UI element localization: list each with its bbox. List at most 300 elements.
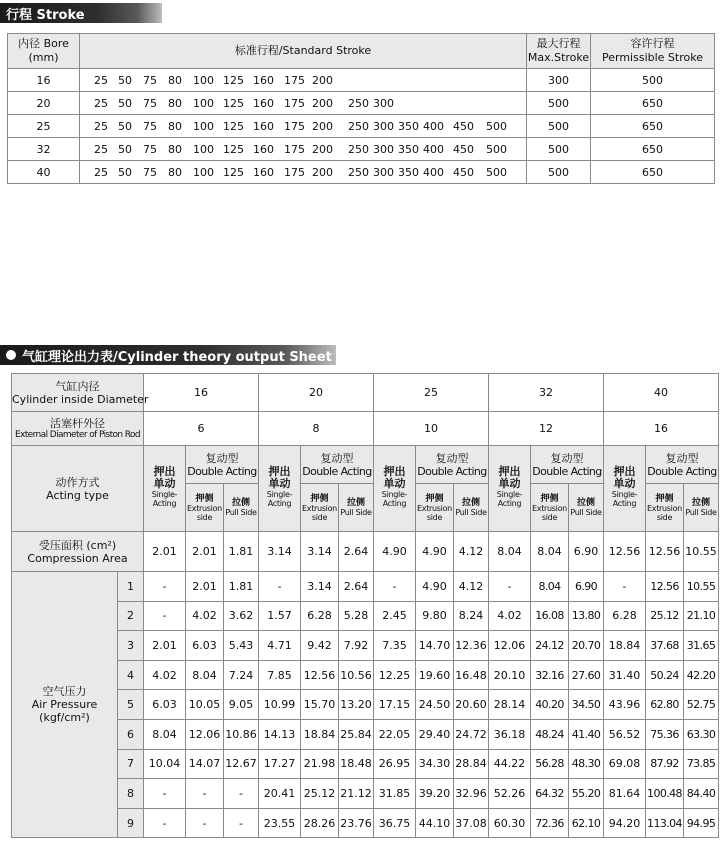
extrusion-side-header [301,484,339,532]
output-force-value: 32.16 [531,660,569,690]
output-force-value: 37.08 [454,808,489,838]
output-force-value: 6.28 [604,601,646,631]
stroke-value: 500 [486,165,507,179]
output-force-value: 18.48 [339,749,374,779]
single-acting-header [374,446,416,532]
stroke-section-title: 行程 Stroke [6,7,85,23]
bore-value: 20 [259,374,374,412]
stroke-row [8,69,715,92]
stroke-value: 75 [143,165,157,179]
pressure-row [12,690,719,720]
stroke-row [8,115,715,138]
rod-row [12,412,719,446]
output-force-value: 5.28 [339,601,374,631]
max-stroke-cell: 500 [527,92,591,115]
permissible-stroke-cell: 650 [591,92,715,115]
pressure-value: 1 [118,572,144,602]
double-acting-header [416,446,489,484]
stroke-value: 500 [486,119,507,133]
output-force-value: 62.80 [646,690,684,720]
output-force-value: 56.52 [604,719,646,749]
max-stroke-header-cn: 最大行程 [536,37,581,50]
output-force-value: 13.20 [339,690,374,720]
stroke-value: 80 [168,165,182,179]
double-acting-en: Double Acting [647,464,717,478]
stroke-value: 350 [398,142,419,156]
pull-side-header [454,484,489,532]
stroke-value: 250 [348,142,369,156]
max-stroke-cell: 500 [527,115,591,138]
output-force-value: - [186,779,224,809]
extrusion-side-cn: 押侧 [655,493,674,504]
double-acting-header [186,446,259,484]
output-force-value: 2.01 [144,631,186,661]
stroke-value: 100 [193,165,214,179]
stroke-value: 80 [168,73,182,87]
output-force-value: - [374,572,416,602]
extrusion-side-en: Extrusion side [302,503,337,522]
double-acting-cn: 复动型 [320,451,354,465]
stroke-value: 125 [223,165,244,179]
output-force-value: 4.02 [144,660,186,690]
output-force-value: 16.48 [454,660,489,690]
single-acting-header [259,446,301,532]
output-force-value: 10.99 [259,690,301,720]
output-force-value: 28.14 [489,690,531,720]
extrusion-side-en: Extrusion side [417,503,452,522]
double-acting-en: Double Acting [302,464,372,478]
pressure-value: 5 [118,690,144,720]
output-force-value: 20.70 [569,631,604,661]
output-force-value: 4.71 [259,631,301,661]
rod-value: 10 [374,412,489,446]
max-stroke-cell: 500 [527,138,591,161]
output-force-value: 37.68 [646,631,684,661]
single-acting-cn: 押出单动 [268,465,291,490]
output-force-value: 4.02 [489,601,531,631]
output-force-value: 31.40 [604,660,646,690]
output-force-value: 23.76 [339,808,374,838]
extrusion-side-header [531,484,569,532]
area-value: 2.01 [144,532,186,572]
stroke-value: 50 [118,142,132,156]
single-acting-header [489,446,531,532]
air-pressure-label [12,572,118,838]
output-force-value: - [144,779,186,809]
stroke-value: 160 [253,73,274,87]
output-force-value: 44.22 [489,749,531,779]
pressure-value: 7 [118,749,144,779]
bore-label [12,374,149,412]
output-force-value: 69.08 [604,749,646,779]
standard-stroke-header: 标准行程/Standard Stroke [80,34,527,69]
output-force-value: 40.20 [531,690,569,720]
output-force-value: 10.05 [186,690,224,720]
output-force-value: 31.85 [374,779,416,809]
rod-label [12,412,144,446]
output-force-value: 44.10 [416,808,454,838]
bore-value: 16 [144,374,259,412]
output-force-value: 32.96 [454,779,489,809]
output-force-value: - [144,808,186,838]
stroke-row [8,92,715,115]
max-stroke-header-en: Max.Stroke [527,51,590,64]
single-acting-header [144,446,186,532]
stroke-value: 100 [193,119,214,133]
stroke-value: 450 [453,142,474,156]
output-force-value: 21.98 [301,749,339,779]
output-force-value: 8.24 [454,601,489,631]
output-force-value: 10.04 [144,749,186,779]
area-value: 1.81 [224,532,259,572]
stroke-value: 25 [94,73,108,87]
extrusion-side-cn: 押侧 [425,493,444,504]
output-force-value: - [489,572,531,602]
double-acting-cn: 复动型 [205,451,239,465]
pull-side-header [339,484,374,532]
pressure-row [12,808,719,838]
output-force-value: - [144,572,186,602]
output-force-value: 19.60 [416,660,454,690]
output-force-value: 25.12 [301,779,339,809]
output-force-value: 36.18 [489,719,531,749]
pull-side-cn: 拉侧 [576,498,595,508]
output-force-value: - [144,601,186,631]
output-section-title: 气缸理论出力表/Cylinder theory output Sheet [22,349,332,365]
permissible-stroke-cell: 500 [591,69,715,92]
extrusion-side-header [646,484,684,532]
area-value: 10.55 [684,532,719,572]
output-force-value: 6.28 [301,601,339,631]
stroke-value: 175 [284,119,305,133]
output-force-value: - [224,808,259,838]
double-acting-header [301,446,374,484]
output-force-value: 3.14 [301,572,339,602]
permissible-stroke-header-cn: 容许行程 [630,37,675,50]
pull-side-en: Pull Side [455,508,487,517]
stroke-value: 160 [253,165,274,179]
output-force-value: 4.90 [416,572,454,602]
output-force-value: 24.12 [531,631,569,661]
output-force-value: 7.85 [259,660,301,690]
output-force-value: 17.27 [259,749,301,779]
output-force-value: 52.75 [684,690,719,720]
stroke-value: 400 [423,142,444,156]
output-force-value: 5.43 [224,631,259,661]
area-value: 4.12 [454,532,489,572]
bore-cell: 40 [8,161,80,184]
area-value: 8.04 [489,532,531,572]
acting-type-cn: 动作方式 [55,475,100,489]
output-force-value: 17.15 [374,690,416,720]
output-force-value: 75.36 [646,719,684,749]
stroke-value: 175 [284,165,305,179]
single-acting-en: Single-Acting [151,490,178,508]
standard-strokes-cell [80,161,527,184]
output-force-value: 9.05 [224,690,259,720]
output-force-value: 9.80 [416,601,454,631]
output-force-value: 6.90 [569,572,604,602]
output-force-value: 50.24 [646,660,684,690]
output-force-value: - [186,808,224,838]
stroke-value: 125 [223,73,244,87]
max-stroke-cell: 500 [527,161,591,184]
output-force-value: 2.64 [339,572,374,602]
output-force-value: 31.65 [684,631,719,661]
stroke-value: 300 [373,119,394,133]
output-force-value: 16.08 [531,601,569,631]
output-section-header [0,345,336,365]
output-force-value: 36.75 [374,808,416,838]
extrusion-side-cn: 押侧 [195,493,214,504]
output-force-value: 43.96 [604,690,646,720]
output-force-value: 34.30 [416,749,454,779]
output-force-value: 63.30 [684,719,719,749]
output-force-value: 94.20 [604,808,646,838]
extrusion-side-header [186,484,224,532]
output-force-value: 73.85 [684,749,719,779]
stroke-value: 50 [118,165,132,179]
output-force-value: 48.24 [531,719,569,749]
output-force-value: 21.12 [339,779,374,809]
stroke-value: 250 [348,165,369,179]
pressure-row [12,749,719,779]
output-force-value: 41.40 [569,719,604,749]
output-force-value: 10.56 [339,660,374,690]
output-force-value: 29.40 [416,719,454,749]
bore-label-en: Cylinder inside Diameter [12,392,149,406]
output-force-value: 3.62 [224,601,259,631]
output-force-value: 87.92 [646,749,684,779]
pressure-value: 8 [118,779,144,809]
output-force-value: 24.50 [416,690,454,720]
stroke-value: 300 [373,165,394,179]
extrusion-side-header [416,484,454,532]
output-force-value: 14.13 [259,719,301,749]
stroke-value: 80 [168,142,182,156]
area-value: 6.90 [569,532,604,572]
stroke-section-header [0,3,162,23]
stroke-row [8,161,715,184]
output-force-value: 8.04 [531,572,569,602]
output-force-value: 6.03 [144,690,186,720]
pressure-row [12,572,719,602]
stroke-value: 400 [423,165,444,179]
pull-side-cn: 拉侧 [461,498,480,508]
output-force-value: 28.26 [301,808,339,838]
permissible-stroke-cell: 650 [591,161,715,184]
stroke-value: 200 [312,96,333,110]
permissible-stroke-header-en: Permissible Stroke [602,51,703,64]
area-value: 12.56 [646,532,684,572]
output-force-value: 52.26 [489,779,531,809]
stroke-value: 200 [312,119,333,133]
acting-type-en: Acting type [46,488,109,502]
single-acting-en: Single-Acting [381,490,408,508]
stroke-row [8,138,715,161]
bore-cell: 20 [8,92,80,115]
stroke-value: 160 [253,142,274,156]
output-force-value: 25.84 [339,719,374,749]
area-label-cn: 受压面积 (cm²) [38,538,117,552]
output-force-value: - [224,779,259,809]
output-force-value: 12.25 [374,660,416,690]
max-stroke-header [527,34,591,69]
single-acting-header [604,446,646,532]
stroke-value: 175 [284,73,305,87]
single-acting-en: Single-Acting [496,490,523,508]
permissible-stroke-cell: 650 [591,115,715,138]
output-force-value: 113.04 [646,808,684,838]
max-stroke-cell: 300 [527,69,591,92]
rod-value: 8 [259,412,374,446]
rod-value: 12 [489,412,604,446]
output-force-value: 21.10 [684,601,719,631]
pull-side-en: Pull Side [340,508,372,517]
pressure-row [12,601,719,631]
pressure-value: 9 [118,808,144,838]
area-label [12,532,144,572]
output-force-value: 7.92 [339,631,374,661]
bullet-icon [6,350,16,360]
stroke-value: 450 [453,165,474,179]
output-force-value: 94.95 [684,808,719,838]
stroke-value: 80 [168,119,182,133]
pressure-value: 6 [118,719,144,749]
area-value: 4.90 [374,532,416,572]
stroke-value: 25 [94,165,108,179]
extrusion-side-cn: 押侧 [540,493,559,504]
area-value: 12.56 [604,532,646,572]
area-value: 4.90 [416,532,454,572]
output-force-value: 26.95 [374,749,416,779]
stroke-value: 125 [223,119,244,133]
output-force-value: 12.67 [224,749,259,779]
rod-label-en: External Diameter of Piston Rod [14,430,141,440]
rod-value: 6 [144,412,259,446]
bore-cell: 32 [8,138,80,161]
output-force-value: 34.50 [569,690,604,720]
stroke-value: 160 [253,96,274,110]
output-force-value: - [604,572,646,602]
output-force-value: 12.56 [301,660,339,690]
area-value: 2.01 [186,532,224,572]
output-force-value: 42.20 [684,660,719,690]
pressure-value: 4 [118,660,144,690]
pull-side-header [684,484,719,532]
pull-side-en: Pull Side [685,508,717,517]
output-force-value: 1.81 [224,572,259,602]
stroke-value: 250 [348,119,369,133]
acting-type-label [12,446,144,532]
standard-strokes-cell [80,69,527,92]
bore-header-label: 内径 Bore [18,37,69,50]
single-acting-cn: 押出单动 [153,465,176,490]
output-force-value: 12.56 [646,572,684,602]
output-force-value: 7.35 [374,631,416,661]
air-pressure-en: Air Pressure [31,698,98,712]
stroke-value: 175 [284,142,305,156]
bore-value: 32 [489,374,604,412]
output-force-value: 10.86 [224,719,259,749]
stroke-value: 450 [453,119,474,133]
pull-side-en: Pull Side [225,508,257,517]
area-label-en: Compression Area [27,551,128,565]
output-force-value: 39.20 [416,779,454,809]
double-acting-cn: 复动型 [435,451,469,465]
pull-side-cn: 拉侧 [691,498,710,508]
area-value: 3.14 [259,532,301,572]
stroke-header-row [8,34,715,69]
stroke-value: 75 [143,96,157,110]
output-force-value: 55.20 [569,779,604,809]
extrusion-side-cn: 押侧 [310,493,329,504]
output-force-value: 27.60 [569,660,604,690]
stroke-value: 25 [94,119,108,133]
permissible-stroke-header [591,34,715,69]
bore-cell: 16 [8,69,80,92]
pull-side-header [224,484,259,532]
output-force-value: 18.84 [604,631,646,661]
output-force-value: 13.80 [569,601,604,631]
area-value: 2.64 [339,532,374,572]
single-acting-cn: 押出单动 [383,465,406,490]
output-force-value: 1.57 [259,601,301,631]
stroke-value: 80 [168,96,182,110]
output-force-value: 2.45 [374,601,416,631]
output-force-value: 22.05 [374,719,416,749]
stroke-value: 25 [94,142,108,156]
stroke-value: 400 [423,119,444,133]
bore-header-unit: (mm) [28,51,59,64]
output-force-value: 84.40 [684,779,719,809]
output-force-value: 8.04 [186,660,224,690]
pressure-row [12,660,719,690]
output-force-value: 24.72 [454,719,489,749]
stroke-value: 25 [94,96,108,110]
output-force-value: 56.28 [531,749,569,779]
air-pressure-cn: 空气压力 [42,685,87,699]
output-force-value: 28.84 [454,749,489,779]
stroke-value: 250 [348,96,369,110]
pull-side-header [569,484,604,532]
output-table [11,373,719,838]
double-acting-en: Double Acting [532,464,602,478]
output-force-value: 72.36 [531,808,569,838]
standard-strokes-cell [80,115,527,138]
output-force-value: 9.42 [301,631,339,661]
output-force-value: 4.12 [454,572,489,602]
stroke-value: 350 [398,165,419,179]
extrusion-side-en: Extrusion side [532,503,567,522]
stroke-value: 100 [193,96,214,110]
stroke-value: 100 [193,142,214,156]
single-acting-en: Single-Acting [266,490,293,508]
output-force-value: 60.30 [489,808,531,838]
output-force-value: 62.10 [569,808,604,838]
stroke-value: 350 [398,119,419,133]
pressure-row [12,631,719,661]
stroke-value: 200 [312,142,333,156]
output-force-value: 64.32 [531,779,569,809]
output-force-value: 12.06 [489,631,531,661]
extrusion-side-en: Extrusion side [647,503,682,522]
output-force-value: 10.55 [684,572,719,602]
stroke-value: 200 [312,73,333,87]
stroke-value: 500 [486,142,507,156]
output-force-value: - [259,572,301,602]
area-row [12,532,719,572]
